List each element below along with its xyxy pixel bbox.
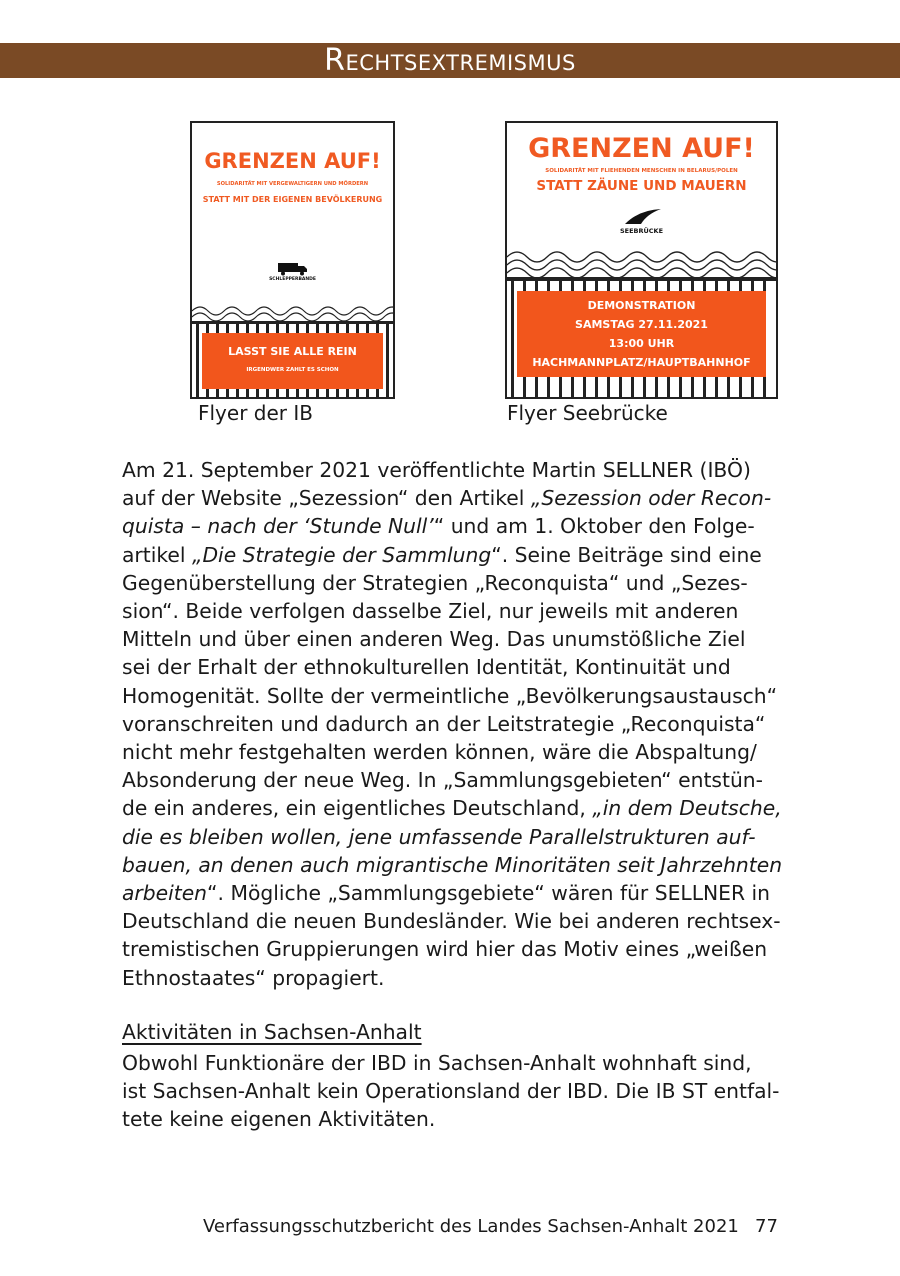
flyer-sb-banner-line4: HACHMANNPLATZ/HAUPTBAHNHOF xyxy=(532,356,751,369)
chapter-title: Rechtsextremismus xyxy=(324,43,576,78)
text-line: voranschreiten und dadurch an der Leitstrategie „Reconquista“ xyxy=(122,711,766,736)
text-line: de ein anderes, ein eigentliches Deutschland, „in dem Deutsche, xyxy=(122,796,782,821)
text-line: artikel „Die Strategie der Sammlung“. Seine Beiträge sind eine xyxy=(122,542,762,567)
flyer-sb-banner-line3: 13:00 UHR xyxy=(608,337,675,350)
text-line: arbeiten“. Mögliche „Sammlungsgebiete“ wären für SELLNER in xyxy=(122,881,771,906)
flyer-ib-logo-text: SCHLEPPERBANDE xyxy=(269,277,316,282)
flyer-sb-banner xyxy=(517,291,766,377)
section-paragraph xyxy=(122,1049,782,1134)
text-line: Am 21. September 2021 veröffentlichte Martin SELLNER (IBÖ) xyxy=(122,458,751,482)
text-line: Homogenität. Sollte der vermeintliche „Bevölkerungsaustausch“ xyxy=(122,683,778,708)
flyer-ib-banner-main: LASST SIE ALLE REIN xyxy=(228,345,357,358)
flyer-ib-banner xyxy=(202,333,383,389)
flyer-ib-line1: SOLIDARITÄT MIT VERGEWALTIGERN UND MÖRDERN xyxy=(216,181,369,187)
text-line: Ethnostaates“ propagiert. xyxy=(122,965,385,990)
text-line: quista – nach der ‘Stunde Null’“ und am 1. Oktober den Folge- xyxy=(122,514,755,539)
text-line: nicht mehr festgehalten werden können, wäre die Abspaltung/ xyxy=(122,740,757,765)
flyer-ib-banner-sub: IRGENDWER ZAHLT ES SCHON xyxy=(246,367,339,373)
flyer-ib-headline: GRENZEN AUF! xyxy=(204,149,381,173)
text-line: sei der Erhalt der ethnokulturellen Identität, Kontinuität und xyxy=(122,655,731,680)
body-paragraph xyxy=(122,456,782,992)
section-heading: Aktivitäten in Sachsen-Anhalt xyxy=(122,1020,422,1044)
flyer-sb-line1: SOLIDARITÄT MIT FLIEHENDEN MENSCHEN IN BELARUS/POLEN xyxy=(545,168,738,174)
flyer-seebruecke-image xyxy=(505,121,778,399)
text-line: Obwohl Funktionäre der IBD in Sachsen-Anhalt wohnhaft sind, xyxy=(122,1051,752,1075)
text-line: ist Sachsen-Anhalt kein Operationsland der IBD. Die IB ST entfal- xyxy=(122,1079,780,1104)
flyer-sb-line2: STATT ZÄUNE UND MAUERN xyxy=(536,178,747,194)
text-line: tete keine eigenen Aktivitäten. xyxy=(122,1107,436,1132)
flyer-sb-logo-text: SEEBRÜCKE xyxy=(619,227,664,235)
text-line: Mitteln und über einen anderen Weg. Das unumstößliche Ziel xyxy=(122,627,746,652)
text-line: die es bleiben wollen, jene umfassende Parallelstrukturen auf- xyxy=(122,824,756,849)
flyer-seebruecke-caption: Flyer Seebrücke xyxy=(507,401,668,425)
text-line: Deutschland die neuen Bundesländer. Wie bei anderen rechtsex- xyxy=(122,909,781,934)
flyer-ib-line2: STATT MIT DER EIGENEN BEVÖLKERUNG xyxy=(202,195,383,204)
page-number: 77 xyxy=(755,1216,778,1237)
text-line: tremistischen Gruppierungen wird hier das Motiv eines „weißen xyxy=(122,937,768,962)
flyer-sb-headline: GRENZEN AUF! xyxy=(528,133,755,164)
flyer-sb-banner-line2: SAMSTAG 27.11.2021 xyxy=(575,318,708,331)
text-line: sion“. Beide verfolgen dasselbe Ziel, nur jeweils mit anderen xyxy=(122,599,739,624)
flyer-ib-caption: Flyer der IB xyxy=(198,401,313,425)
text-line: bauen, an denen auch migrantische Minoritäten seit Jahrzehnten xyxy=(122,852,783,877)
flyer-sb-banner-line1: DEMONSTRATION xyxy=(587,299,696,312)
text-line: Absonderung der neue Weg. In „Sammlungsgebieten“ entstün- xyxy=(122,768,763,793)
text-line: auf der Website „Sezession“ den Artikel „Sezession oder Recon- xyxy=(122,486,772,511)
flyer-ib-image xyxy=(190,121,395,399)
footer-text: Verfassungsschutzbericht des Landes Sachsen-Anhalt 2021 xyxy=(203,1216,739,1237)
chapter-header-bar xyxy=(0,43,900,78)
text-line: Gegenüberstellung der Strategien „Reconquista“ und „Sezes- xyxy=(122,570,748,595)
